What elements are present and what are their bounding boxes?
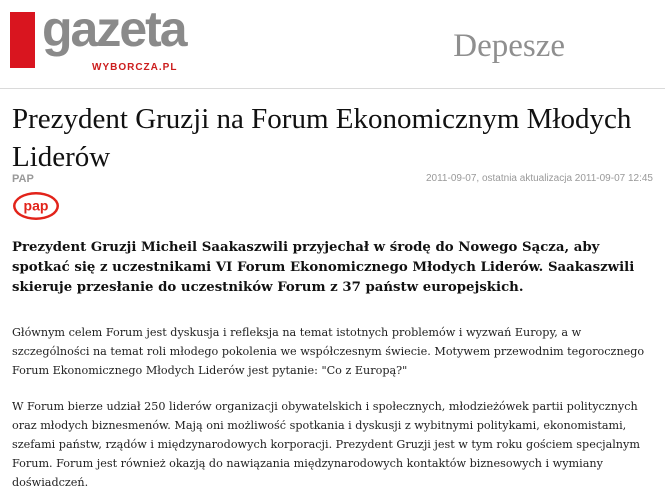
logo-red-bar (10, 12, 35, 68)
article-lead: Prezydent Gruzji Micheil Saakaszwili przyjechał w środę do Nowego Sącza, aby spotkać się z uczestnikami VI Forum Ekonomicznego Młodych Liderów. Saakaszwili skieruje przesłanie do uczestników Forum z 37 państw europejskich. (12, 240, 635, 295)
pap-logo-text: pap (23, 197, 49, 214)
article-paragraph-2: W Forum bierze udział 250 liderów organizacji obywatelskich i społecznych, młodzieżówek partii politycznych oraz młodych biznesmenów. Mają oni możliwość spotkania i dyskusji z wybitnymi politykami, ekonomistami, szefami państw, rządów i międzynarodowych korporacji. Prezydent Gruzji jest w tym roku gościem specjalnym Forum. Forum jest również okazją do nawiązania międzynarodowych kontaktów biznesowych i wymiany doświadczeń. (12, 400, 640, 489)
pap-logo-icon (12, 191, 60, 221)
section-title: Depesze (453, 28, 565, 64)
article-date: 2011-09-07, ostatnia aktualizacja 2011-09-07 12:45 (425, 173, 653, 184)
site-header (0, 0, 665, 92)
gazeta-logo[interactable] (10, 1, 186, 80)
logo-wordmark: gazeta (42, 1, 186, 57)
article-paragraph-1: Głównym celem Forum jest dyskusja i refleksja na temat istotnych problemów i wyzwań Europy, a w szczególności na temat roli młodego pokolenia we współczesnym świecie. Motywem przewodnim tegorocznego Forum Ekonomicznego Młodych Liderów jest pytanie: "Co z Europą?" (12, 326, 645, 377)
logo-subtitle: WYBORCZA.PL (92, 62, 178, 73)
header-divider (0, 88, 665, 89)
article-source: PAP (12, 173, 34, 185)
article-title: Prezydent Gruzji na Forum Ekonomicznym Młodych Liderów (12, 103, 632, 173)
